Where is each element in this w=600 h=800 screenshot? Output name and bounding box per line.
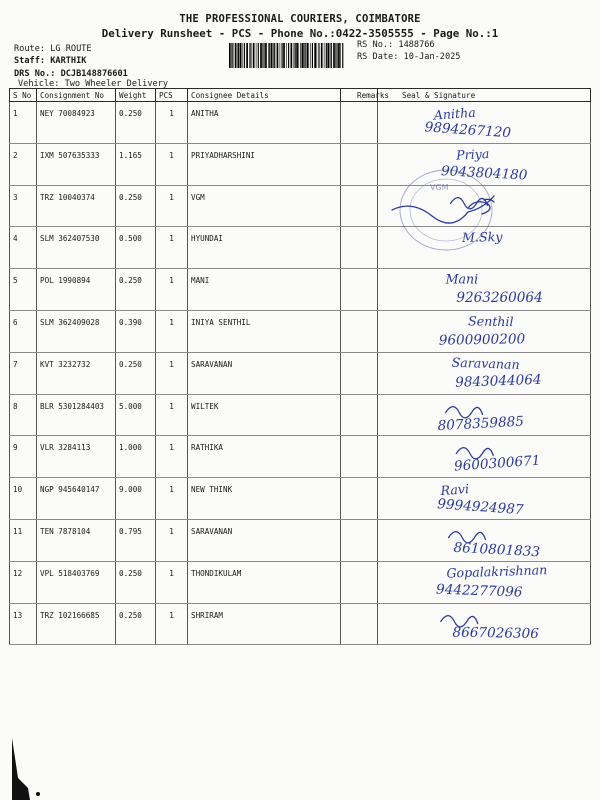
handwritten-signature: [378, 478, 590, 519]
cell-signature: [378, 102, 591, 144]
cell-sno: 10: [10, 478, 37, 520]
signature-phone: 9600900200: [438, 331, 526, 349]
table-row: [10, 436, 591, 478]
cell-remarks: [341, 519, 378, 561]
cell-pcs: 1: [156, 310, 188, 352]
cell-pcs: 1: [156, 269, 188, 311]
cell-consignment-no: TEN 7878104: [37, 519, 116, 561]
cell-sno: 8: [10, 394, 37, 436]
cell-pcs: 1: [156, 143, 188, 185]
signature-phone: 9994924987: [436, 496, 525, 519]
cell-weight: 0.250: [116, 269, 156, 311]
cell-sno: 9: [10, 436, 37, 478]
table-row: [10, 561, 591, 603]
handwritten-signature: [378, 395, 590, 436]
signature-name: Anitha: [433, 104, 477, 123]
table-row: [10, 102, 591, 144]
column-header-weight: Weight: [116, 89, 156, 102]
column-header-signature: Seal & Signature: [378, 89, 591, 102]
handwritten-signature: [378, 311, 590, 352]
cell-consignment-no: TRZ 102166685: [37, 603, 116, 645]
table-header-row: [10, 89, 591, 102]
cell-signature: [378, 519, 591, 561]
cell-consignee: INIYA SENTHIL: [188, 310, 341, 352]
cell-signature: [378, 603, 591, 645]
handwritten-signature: [378, 604, 590, 645]
handwritten-signature: [378, 562, 590, 603]
cell-consignment-no: POL 1990894: [37, 269, 116, 311]
cell-signature: [378, 478, 591, 520]
cell-remarks: [341, 102, 378, 144]
cell-weight: 0.250: [116, 561, 156, 603]
cell-weight: 0.250: [116, 102, 156, 144]
signature-name: Senthil: [467, 313, 514, 330]
cell-sno: 4: [10, 227, 37, 269]
cell-pcs: 1: [156, 352, 188, 394]
handwritten-signature: [378, 436, 590, 477]
cell-weight: 1.165: [116, 143, 156, 185]
route-label: Route: LG ROUTE: [14, 44, 92, 54]
cell-consignee: NEW THINK: [188, 478, 341, 520]
delivery-stamp: [372, 160, 508, 270]
cell-remarks: [341, 561, 378, 603]
rs-date: RS Date: 10-Jan-2025: [357, 52, 461, 62]
signature-name: Mani: [445, 271, 479, 287]
rs-number: RS No.: 1488766: [357, 40, 435, 50]
cell-remarks: [341, 394, 378, 436]
corner-mark: [8, 738, 46, 800]
cell-weight: 5.000: [116, 394, 156, 436]
handwritten-signature: [378, 269, 590, 310]
cell-consignee: SARAVANAN: [188, 352, 341, 394]
cell-consignment-no: NEY 70084923: [37, 102, 116, 144]
signature-name: Priya: [455, 145, 490, 163]
cell-sno: 1: [10, 102, 37, 144]
cell-consignee: ANITHA: [188, 102, 341, 144]
cell-weight: 0.250: [116, 185, 156, 227]
cell-consignee: SARAVANAN: [188, 519, 341, 561]
cell-pcs: 1: [156, 603, 188, 645]
cell-weight: 0.500: [116, 227, 156, 269]
cell-consignee: PRIYADHARSHINI: [188, 143, 341, 185]
drs-number: DRS No.: DCJB148876601: [14, 69, 128, 79]
signature-name: M.Sky: [461, 229, 503, 246]
column-header-pcs: PCS: [156, 89, 188, 102]
cell-sno: 5: [10, 269, 37, 311]
column-header-sno: S No: [10, 89, 37, 102]
cell-remarks: [341, 310, 378, 352]
cell-consignee: THONDIKULAM: [188, 561, 341, 603]
table-row: [10, 352, 591, 394]
cell-remarks: [341, 436, 378, 478]
signature-phone: 8667026306: [452, 624, 540, 642]
table-row: [10, 478, 591, 520]
cell-sno: 12: [10, 561, 37, 603]
cell-pcs: 1: [156, 436, 188, 478]
cell-pcs: 1: [156, 561, 188, 603]
cell-consignment-no: NGP 945640147: [37, 478, 116, 520]
cell-sno: 11: [10, 519, 37, 561]
column-header-consignee: Consignee Details: [188, 89, 341, 102]
cell-sno: 13: [10, 603, 37, 645]
table-row: [10, 269, 591, 311]
cell-remarks: [341, 352, 378, 394]
cell-pcs: 1: [156, 102, 188, 144]
cell-consignment-no: VLR 3284113: [37, 436, 116, 478]
cell-pcs: 1: [156, 227, 188, 269]
table-row: [10, 519, 591, 561]
cell-consignment-no: KVT 3232732: [37, 352, 116, 394]
cell-sno: 2: [10, 143, 37, 185]
cell-consignee: VGM: [188, 185, 341, 227]
staff-label: Staff: KARTHIK: [14, 56, 87, 66]
cell-consignee: RATHIKA: [188, 436, 341, 478]
handwritten-signature: [378, 102, 590, 143]
signature-phone: 9263260064: [456, 290, 543, 307]
signature-phone: 9043804180: [440, 162, 528, 184]
signature-phone: 9894267120: [424, 119, 512, 142]
cell-weight: 0.250: [116, 603, 156, 645]
cell-consignee: SHRIRAM: [188, 603, 341, 645]
cell-pcs: 1: [156, 519, 188, 561]
cell-sno: 6: [10, 310, 37, 352]
cell-consignment-no: IXM 507635333: [37, 143, 116, 185]
cell-remarks: [341, 478, 378, 520]
cell-weight: 0.250: [116, 352, 156, 394]
signature-phone: 9600300671: [453, 453, 541, 476]
cell-signature: [378, 269, 591, 311]
signature-name: Ravi: [440, 481, 470, 499]
cell-sno: 3: [10, 185, 37, 227]
signature-phone: 8610801833: [453, 539, 541, 561]
cell-signature: [378, 310, 591, 352]
signature-name: Saravanan: [451, 354, 520, 372]
signature-name: Gopalakrishnan: [446, 561, 548, 581]
cell-consignment-no: VPL 518403769: [37, 561, 116, 603]
cell-weight: 0.390: [116, 310, 156, 352]
table-row: [10, 394, 591, 436]
cell-pcs: 1: [156, 478, 188, 520]
company-title: THE PROFESSIONAL COURIERS, COIMBATORE: [179, 13, 421, 25]
cell-remarks: [341, 269, 378, 311]
cell-signature: [378, 436, 591, 478]
cell-consignment-no: SLM 362407530: [37, 227, 116, 269]
signature-phone: 8078359885: [437, 413, 525, 434]
cell-signature: [378, 394, 591, 436]
stamp-text: VGM: [430, 183, 449, 192]
cell-consignee: HYUNDAI: [188, 227, 341, 269]
cell-signature: [378, 561, 591, 603]
signature-phone: 9843044064: [454, 371, 542, 391]
cell-weight: 9.000: [116, 478, 156, 520]
cell-pcs: 1: [156, 185, 188, 227]
cell-consignment-no: BLR 5301284403: [37, 394, 116, 436]
table-row: [10, 603, 591, 645]
vehicle-label: Vehicle: Two Wheeler Delivery: [18, 79, 169, 89]
signature-phone: 9442277096: [435, 581, 523, 601]
cell-weight: 1.000: [116, 436, 156, 478]
cell-remarks: [341, 603, 378, 645]
table-row: [10, 310, 591, 352]
column-header-consignment: Consignment No: [37, 89, 116, 102]
handwritten-signature: [378, 353, 590, 394]
column-header-remarks: Remarks: [341, 89, 378, 102]
cell-consignment-no: TRZ 10040374: [37, 185, 116, 227]
cell-sno: 7: [10, 352, 37, 394]
handwritten-signature: [378, 520, 590, 561]
cell-consignment-no: SLM 362409028: [37, 310, 116, 352]
cell-pcs: 1: [156, 394, 188, 436]
cell-consignee: WILTEK: [188, 394, 341, 436]
cell-consignee: MANI: [188, 269, 341, 311]
runsheet-subtitle: Delivery Runsheet - PCS - Phone No.:0422-3505555 - Page No.:1: [101, 27, 499, 40]
cell-weight: 0.795: [116, 519, 156, 561]
cell-signature: [378, 352, 591, 394]
barcode-icon: [228, 43, 346, 68]
